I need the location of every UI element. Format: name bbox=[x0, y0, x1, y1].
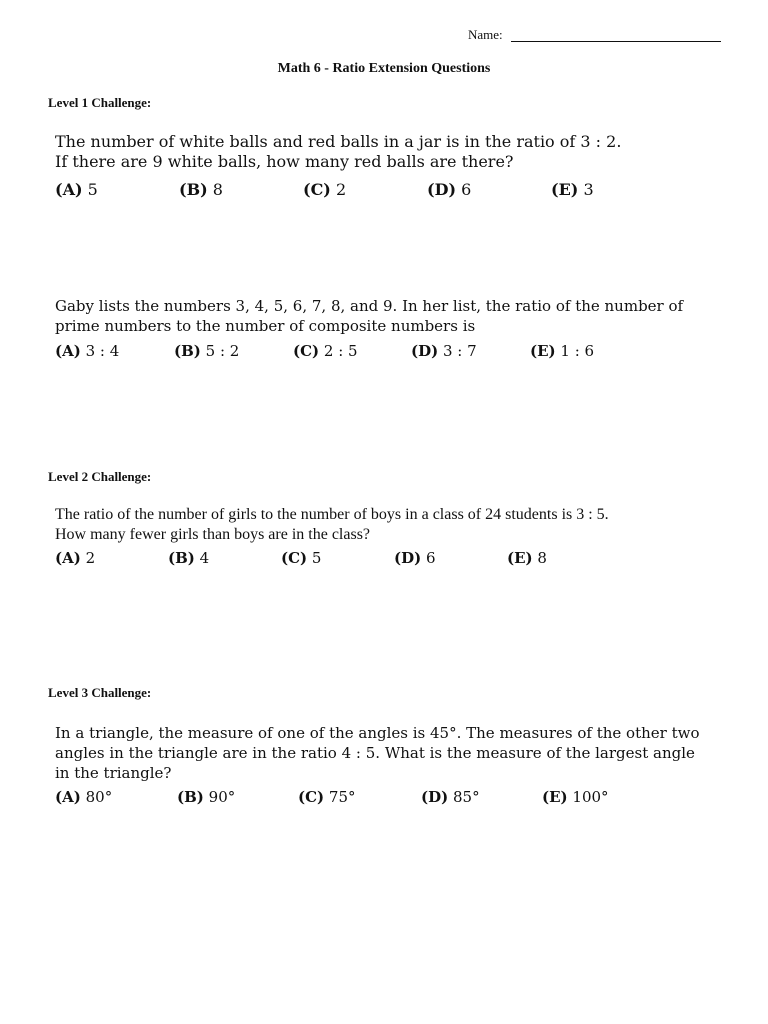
question-3-line-2: How many fewer girls than boys are in the class? bbox=[55, 526, 371, 543]
choice-value: 4 bbox=[199, 549, 210, 567]
level-1-heading: Level 1 Challenge: bbox=[48, 95, 152, 110]
level-2-heading: Level 2 Challenge: bbox=[48, 469, 152, 484]
choice-value: 100° bbox=[572, 788, 609, 806]
choice-value: 8 bbox=[537, 549, 547, 567]
choice-letter: (C) bbox=[293, 342, 320, 360]
choice-letter: (B) bbox=[168, 549, 195, 567]
question-1 bbox=[55, 132, 621, 172]
choice-e bbox=[551, 180, 594, 199]
choice-letter: (E) bbox=[542, 788, 568, 806]
choice-letter: (C) bbox=[281, 549, 308, 567]
choice-value: 85° bbox=[452, 788, 480, 806]
level-3-heading: Level 3 Challenge: bbox=[48, 685, 152, 700]
choice-e bbox=[530, 342, 594, 360]
choice-value: 6 bbox=[425, 549, 436, 567]
question-2-line-1: Gaby lists the numbers 3, 4, 5, 6, 7, 8, and 9. In her list, the ratio of the number of bbox=[55, 297, 684, 315]
choice-a bbox=[55, 549, 95, 567]
choice-letter: (B) bbox=[174, 342, 201, 360]
choice-letter: (D) bbox=[427, 180, 457, 199]
choice-e bbox=[507, 549, 547, 567]
choice-value: 2 bbox=[335, 180, 347, 199]
name-blank-line bbox=[511, 41, 721, 42]
choice-letter: (E) bbox=[551, 180, 579, 199]
choice-letter: (B) bbox=[177, 788, 204, 806]
question-1-line-2: If there are 9 white balls, how many red balls are there? bbox=[55, 152, 514, 171]
choice-value: 90° bbox=[208, 788, 236, 806]
choice-c bbox=[303, 180, 346, 199]
choice-value: 8 bbox=[212, 180, 223, 199]
choice-value: 5 bbox=[311, 549, 322, 567]
name-label: Name: bbox=[468, 27, 503, 42]
choice-letter: (D) bbox=[411, 342, 439, 360]
choice-letter: (E) bbox=[507, 549, 533, 567]
choice-d bbox=[411, 342, 477, 360]
choice-letter: (B) bbox=[179, 180, 208, 199]
question-3 bbox=[55, 505, 609, 545]
choice-letter: (A) bbox=[55, 180, 83, 199]
question-4-line-3: in the triangle? bbox=[55, 764, 172, 782]
choice-d bbox=[427, 180, 471, 199]
choice-letter: (D) bbox=[421, 788, 449, 806]
choice-c bbox=[281, 549, 321, 567]
question-4-line-2: angles in the triangle are in the ratio 4 : 5. What is the measure of the largest angle bbox=[55, 744, 695, 762]
choice-value: 5 bbox=[87, 180, 98, 199]
page-title: Math 6 - Ratio Extension Questions bbox=[277, 61, 491, 76]
choice-a bbox=[55, 180, 98, 199]
choice-value: 80° bbox=[85, 788, 113, 806]
question-2-line-2: prime numbers to the number of composite numbers is bbox=[55, 317, 476, 335]
choice-d bbox=[394, 549, 436, 567]
choice-letter: (A) bbox=[55, 549, 81, 567]
choice-b bbox=[177, 788, 235, 806]
choice-value: 5 : 2 bbox=[205, 342, 240, 360]
question-3-line-1: The ratio of the number of girls to the number of boys in a class of 24 students is 3 : 5. bbox=[55, 506, 609, 523]
question-4-line-1: In a triangle, the measure of one of the angles is 45°. The measures of the other two bbox=[55, 724, 700, 742]
choice-letter: (C) bbox=[303, 180, 331, 199]
choice-c bbox=[298, 788, 356, 806]
choice-b bbox=[168, 549, 209, 567]
choice-value: 2 : 5 bbox=[323, 342, 358, 360]
choice-letter: (A) bbox=[55, 342, 81, 360]
question-1-line-1: The number of white balls and red balls in a jar is in the ratio of 3 : 2. bbox=[55, 132, 622, 151]
choice-value: 1 : 6 bbox=[560, 342, 595, 360]
choice-d bbox=[421, 788, 480, 806]
choice-letter: (D) bbox=[394, 549, 422, 567]
choice-value: 3 : 4 bbox=[85, 342, 120, 360]
choice-value: 6 bbox=[461, 180, 472, 199]
choice-letter: (C) bbox=[298, 788, 325, 806]
choice-c bbox=[293, 342, 358, 360]
question-2 bbox=[55, 296, 683, 336]
choice-a bbox=[55, 788, 112, 806]
question-4 bbox=[55, 723, 699, 783]
choice-b bbox=[174, 342, 239, 360]
choice-letter: (E) bbox=[530, 342, 556, 360]
choice-letter: (A) bbox=[55, 788, 81, 806]
choice-value: 3 bbox=[583, 180, 594, 199]
choice-b bbox=[179, 180, 223, 199]
choice-value: 75° bbox=[328, 788, 356, 806]
choice-value: 2 bbox=[85, 549, 96, 567]
choice-e bbox=[542, 788, 609, 806]
choice-a bbox=[55, 342, 119, 360]
choice-value: 3 : 7 bbox=[442, 342, 477, 360]
